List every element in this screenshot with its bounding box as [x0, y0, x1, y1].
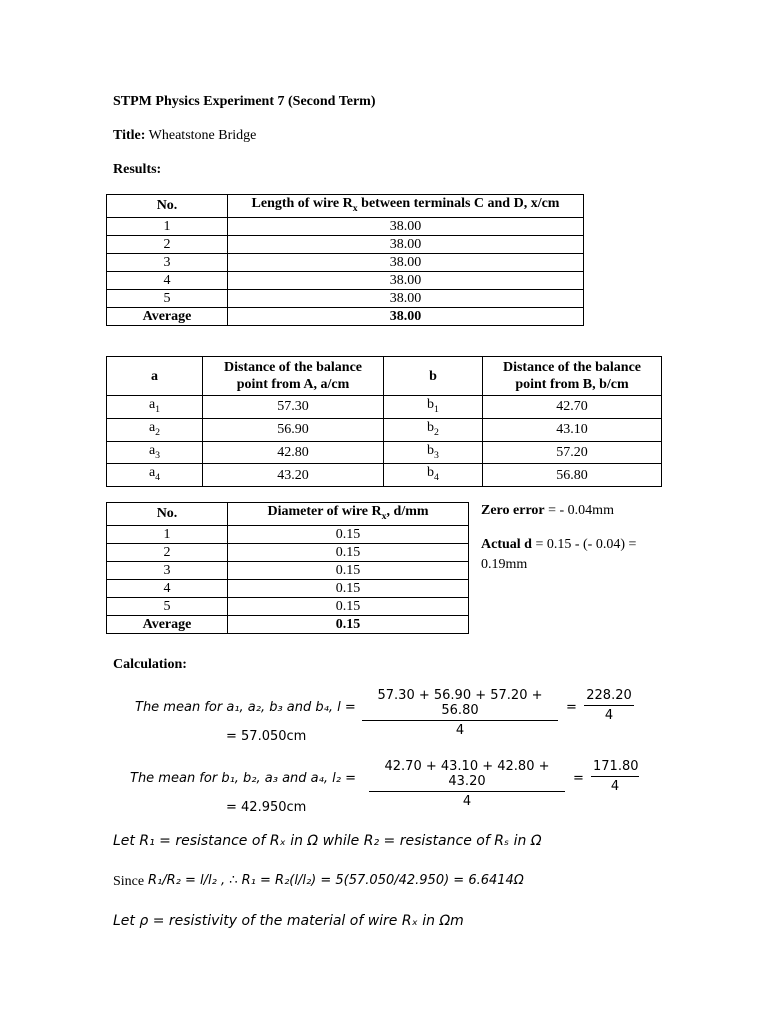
col-a: a	[107, 357, 203, 396]
table-average-row: Average 0.15	[107, 615, 469, 633]
document-heading: STPM Physics Experiment 7 (Second Term)	[113, 94, 376, 109]
mean-l-fraction-simplified: 228.20 4	[584, 688, 634, 723]
balance-point-table	[106, 356, 662, 487]
zero-error-note: Zero error = - 0.04mm	[481, 503, 614, 518]
results-label: Results:	[113, 162, 162, 177]
table-header-row	[107, 357, 662, 396]
mean-l-result: = 57.050cm	[226, 729, 307, 744]
col-b: b	[384, 357, 483, 396]
since-label: Since	[113, 874, 145, 889]
table-row: 1 0.15	[107, 525, 469, 543]
table-row: 3 38.00	[107, 253, 584, 271]
calculation-label: Calculation:	[113, 657, 187, 672]
table-header-row	[107, 195, 584, 218]
table-row: $a_3$ 42.80 $b_3$ 57.20	[107, 441, 662, 464]
let-resistivity-line: Let ρ = resistivity of the material of wire Rₓ in Ωm	[113, 913, 464, 929]
col-length: Length of wire $R_x$ between terminals C and D, x/cm	[228, 195, 584, 218]
title-line: Title: Wheatstone Bridge	[113, 128, 257, 143]
table-row: 2 38.00	[107, 235, 584, 253]
actual-d-note: Actual d = 0.15 - (- 0.04) =	[481, 537, 637, 552]
mean-l2-fraction: 42.70 + 43.10 + 42.80 + 43.20 4	[369, 759, 565, 809]
table-average-row: Average 38.00	[107, 307, 584, 325]
col-a-distance: Distance of the balance point from A, a/cm	[203, 357, 384, 396]
mean-l2-fraction-simplified: 171.80 4	[593, 759, 639, 794]
table-row: 2 0.15	[107, 543, 469, 561]
mean-l2-equation-lhs: The mean for b₁, b₂, a₃ and a₄, l₂ =	[130, 771, 356, 786]
table-row: $a_1$ 57.30 $b_1$ 42.70	[107, 396, 662, 419]
let-resistance-line: Let R₁ = resistance of Rₓ in Ω while R₂ = resistance of Rₛ in Ω	[113, 833, 542, 849]
actual-d-value: 0.19mm	[481, 557, 528, 572]
mean-l2-result: = 42.950cm	[226, 800, 307, 815]
table-row: 5 0.15	[107, 597, 469, 615]
table-row: 1 38.00	[107, 217, 584, 235]
table-row: $a_2$ 56.90 $b_2$ 43.10	[107, 418, 662, 441]
table-row: 4 38.00	[107, 271, 584, 289]
table-row: 5 38.00	[107, 289, 584, 307]
since-equation: R₁/R₂ = l/l₂ , ∴ R₁ = R₂(l/l₂) = 5(57.050/42.950) = 6.6414Ω	[148, 873, 524, 888]
mean-l-equation-lhs: The mean for a₁, a₂, b₃ and b₄, l =	[135, 700, 356, 715]
table-header-row	[107, 503, 469, 526]
table-row: $a_4$ 43.20 $b_4$ 56.80	[107, 464, 662, 487]
length-table	[106, 194, 584, 326]
col-no: No.	[107, 195, 228, 218]
diameter-table	[106, 502, 469, 634]
mean-l-fraction: 57.30 + 56.90 + 57.20 + 56.80 4	[362, 688, 558, 738]
col-b-distance: Distance of the balance point from B, b/cm	[483, 357, 662, 396]
table-row: 4 0.15	[107, 579, 469, 597]
table-row: 3 0.15	[107, 561, 469, 579]
col-no: No.	[107, 503, 228, 526]
col-diameter: Diameter of wire $R_x$, d/mm	[228, 503, 469, 526]
